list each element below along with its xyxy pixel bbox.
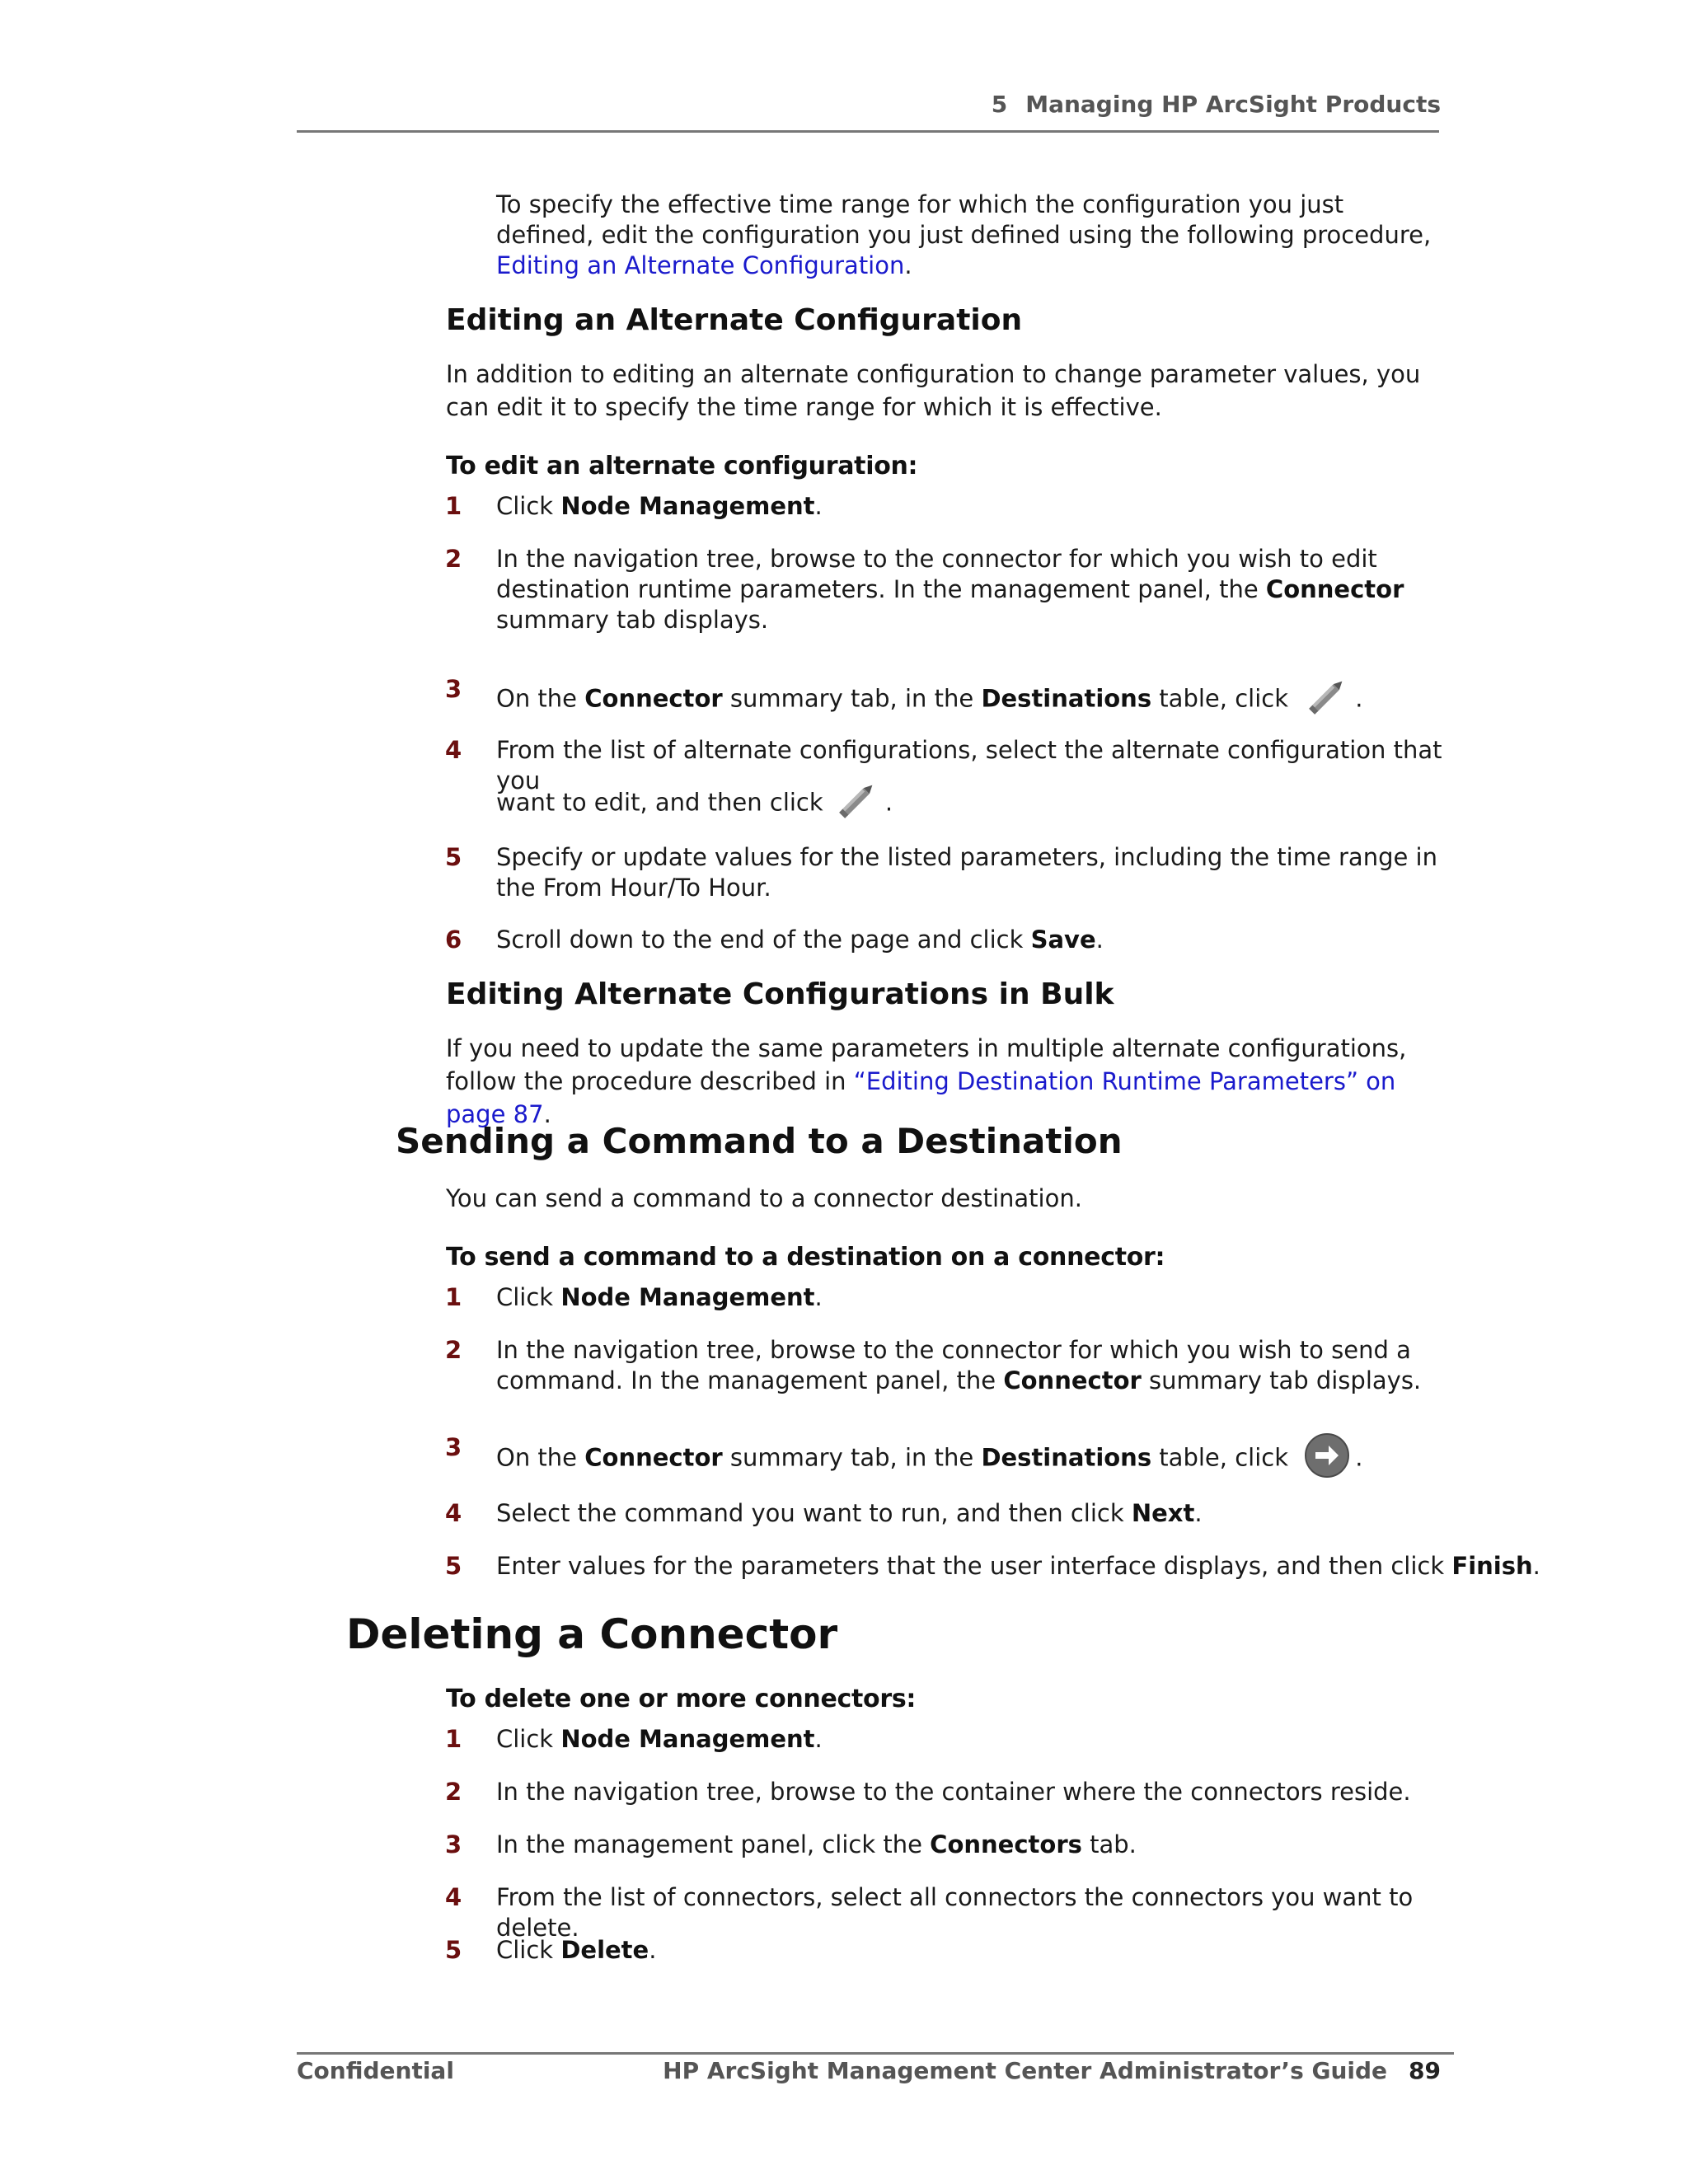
pencil-icon[interactable] [834, 778, 880, 830]
running-header [992, 91, 1441, 118]
footer-guide-title: HP ArcSight Management Center Administrator’s Guide 89 [663, 2057, 1441, 2084]
heading-editing-alternate-configuration: Editing an Alternate Configuration [446, 303, 1023, 337]
editing-alternate-paragraph: In addition to editing an alternate configuration to change parameter values, you can edit it to specify the time range for which it is effective. [446, 360, 1421, 421]
page-number: 89 [1409, 2057, 1441, 2084]
procedure-title-delete: To delete one or more connectors: [446, 1685, 917, 1713]
link-editing-destination-runtime-parameters[interactable]: “Editing Destination Runtime Parameters” on page 87 [446, 1067, 1396, 1128]
chapter-title: Managing HP ArcSight Products [1025, 91, 1441, 118]
footer-confidential: Confidential [297, 2057, 454, 2084]
procedure-title-send: To send a command to a destination on a connector: [446, 1243, 1165, 1272]
ui-label-node-management: Node Management [560, 492, 815, 520]
pencil-icon[interactable] [1304, 674, 1350, 726]
bulk-paragraph: If you need to update the same parameters in multiple alternate configurations, follow the procedure described in “Editing Destination Runtime Parameters” on page 87. [446, 1034, 1407, 1128]
chapter-number: 5 [991, 91, 1008, 118]
footer-rule [297, 2052, 1454, 2055]
link-editing-alternate-configuration[interactable]: Editing an Alternate Configuration [496, 251, 905, 279]
heading-editing-in-bulk: Editing Alternate Configurations in Bulk [446, 977, 1114, 1011]
intro-paragraph: To specify the effective time range for which the configuration you just defined, edit the configuration you just defined using the following procedure, Editing an Alternate Configuration. [496, 190, 1432, 279]
heading-sending-command: Sending a Command to a Destination [396, 1121, 1123, 1161]
procedure-title-edit: To edit an alternate configuration: [446, 452, 918, 480]
heading-deleting-connector: Deleting a Connector [346, 1610, 838, 1658]
arrow-right-circle-icon[interactable] [1304, 1432, 1350, 1486]
header-rule [297, 130, 1439, 133]
sending-paragraph: You can send a command to a connector destination. [446, 1184, 1082, 1212]
